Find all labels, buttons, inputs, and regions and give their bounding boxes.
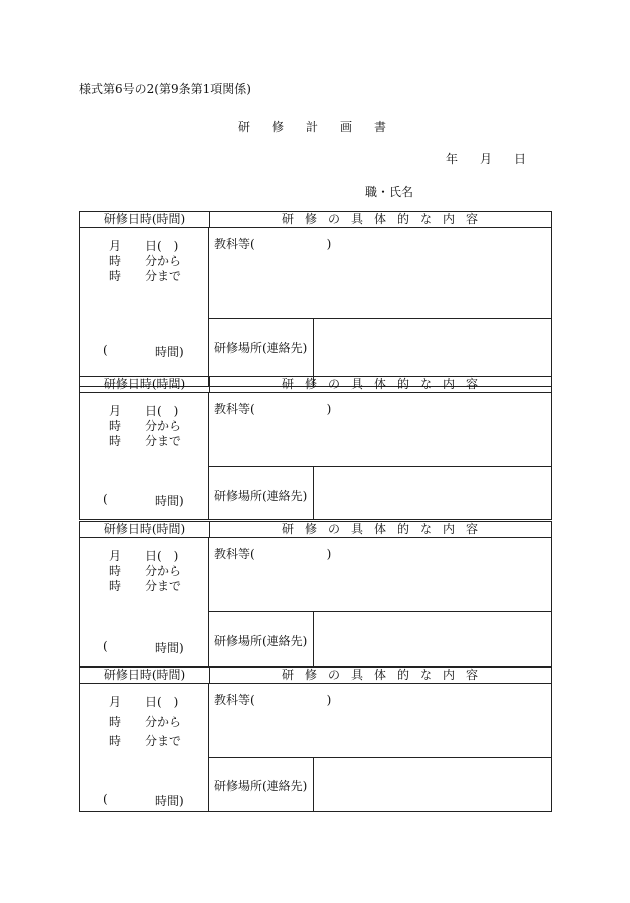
subject-label: 教科等( ) — [214, 237, 332, 251]
place-row — [209, 612, 551, 666]
header-char: 具 — [351, 212, 364, 226]
block-header-row — [79, 211, 552, 228]
header-char: 研 — [282, 522, 295, 536]
subject-cell[interactable] — [209, 228, 551, 319]
hours-close: 時間) — [155, 494, 184, 508]
header-char: 修 — [305, 377, 318, 391]
datetime-cell[interactable] — [80, 538, 209, 666]
header-char: 的 — [397, 377, 410, 391]
header-char: の — [328, 212, 341, 226]
date-text: 月 日( ) — [109, 695, 179, 709]
block-header-row — [79, 376, 552, 393]
header-char: の — [328, 377, 341, 391]
date-text: 月 日( ) — [109, 549, 179, 563]
place-label: 研修場所(連絡先) — [214, 341, 308, 355]
time-from-text: 時 分から — [109, 254, 182, 268]
training-block — [79, 376, 552, 520]
header-char: 研 — [282, 212, 295, 226]
header-char: の — [328, 668, 341, 682]
subject-label: 教科等( ) — [214, 693, 332, 707]
block-header-row — [79, 667, 552, 684]
subject-cell[interactable] — [209, 393, 551, 467]
header-content — [209, 668, 551, 683]
header-char: の — [328, 522, 341, 536]
subject-label: 教科等( ) — [214, 402, 332, 416]
date-year: 年 — [446, 152, 459, 166]
datetime-cell[interactable] — [80, 393, 209, 519]
header-char: 具 — [351, 377, 364, 391]
header-char: 的 — [397, 522, 410, 536]
place-label-cell — [209, 612, 314, 666]
hours-open: ( — [103, 343, 108, 357]
header-char: 容 — [466, 522, 479, 536]
datetime-cell[interactable] — [80, 228, 209, 386]
header-char: 体 — [374, 212, 387, 226]
date-month: 月 — [480, 152, 493, 166]
header-char: 修 — [305, 522, 318, 536]
place-label: 研修場所(連絡先) — [214, 779, 308, 793]
header-datetime: 研修日時(時間) — [80, 377, 210, 392]
form-number: 様式第6号の2(第9条第1項関係) — [79, 82, 251, 96]
header-datetime: 研修日時(時間) — [80, 668, 210, 683]
header-content — [209, 377, 551, 392]
header-char: 具 — [351, 668, 364, 682]
header-char: 具 — [351, 522, 364, 536]
header-char: 修 — [305, 668, 318, 682]
block-body — [79, 683, 552, 812]
place-label: 研修場所(連絡先) — [214, 489, 308, 503]
training-block — [79, 667, 552, 812]
header-char: 容 — [466, 668, 479, 682]
date-day: 日 — [514, 152, 527, 166]
header-char: 体 — [374, 522, 387, 536]
hours-close: 時間) — [155, 641, 184, 655]
header-char: 内 — [443, 668, 456, 682]
header-char: 修 — [305, 212, 318, 226]
place-label-cell — [209, 467, 314, 519]
header-content — [209, 212, 551, 227]
header-char: 内 — [443, 377, 456, 391]
header-char: な — [420, 212, 433, 226]
header-char: 内 — [443, 522, 456, 536]
header-datetime: 研修日時(時間) — [80, 212, 210, 227]
block-body — [79, 392, 552, 520]
training-block — [79, 211, 552, 387]
block-header-row — [79, 521, 552, 538]
header-char: 的 — [397, 668, 410, 682]
date-line — [446, 150, 548, 167]
hours-open: ( — [103, 639, 108, 653]
document-title: 研修計画書 — [238, 120, 409, 134]
block-body — [79, 537, 552, 667]
subject-cell[interactable] — [209, 538, 551, 612]
header-char: 容 — [466, 377, 479, 391]
subject-cell[interactable] — [209, 684, 551, 758]
header-char: な — [420, 377, 433, 391]
hours-open: ( — [103, 492, 108, 506]
time-from-text: 時 分から — [109, 564, 182, 578]
time-from-text: 時 分から — [109, 419, 182, 433]
header-char: 体 — [374, 668, 387, 682]
name-label: 職・氏名 — [365, 185, 414, 199]
header-char: 内 — [443, 212, 456, 226]
subject-label: 教科等( ) — [214, 547, 332, 561]
date-text: 月 日( ) — [109, 404, 179, 418]
header-char: 研 — [282, 377, 295, 391]
time-until-text: 時 分まで — [109, 734, 182, 748]
time-until-text: 時 分まで — [109, 579, 182, 593]
header-content — [209, 522, 551, 537]
time-from-text: 時 分から — [109, 715, 182, 729]
time-until-text: 時 分まで — [109, 269, 182, 283]
datetime-cell[interactable] — [80, 684, 209, 811]
place-row — [209, 758, 551, 811]
place-label: 研修場所(連絡先) — [214, 634, 308, 648]
place-label-cell — [209, 758, 314, 811]
place-row — [209, 467, 551, 519]
time-until-text: 時 分まで — [109, 434, 182, 448]
header-char: な — [420, 522, 433, 536]
hours-close: 時間) — [155, 345, 184, 359]
header-char: 的 — [397, 212, 410, 226]
header-char: 体 — [374, 377, 387, 391]
training-block — [79, 521, 552, 667]
header-char: 研 — [282, 668, 295, 682]
hours-close: 時間) — [155, 794, 184, 808]
header-char: 容 — [466, 212, 479, 226]
date-text: 月 日( ) — [109, 239, 179, 253]
block-body — [79, 227, 552, 387]
header-char: な — [420, 668, 433, 682]
header-datetime: 研修日時(時間) — [80, 522, 210, 537]
hours-open: ( — [103, 792, 108, 806]
